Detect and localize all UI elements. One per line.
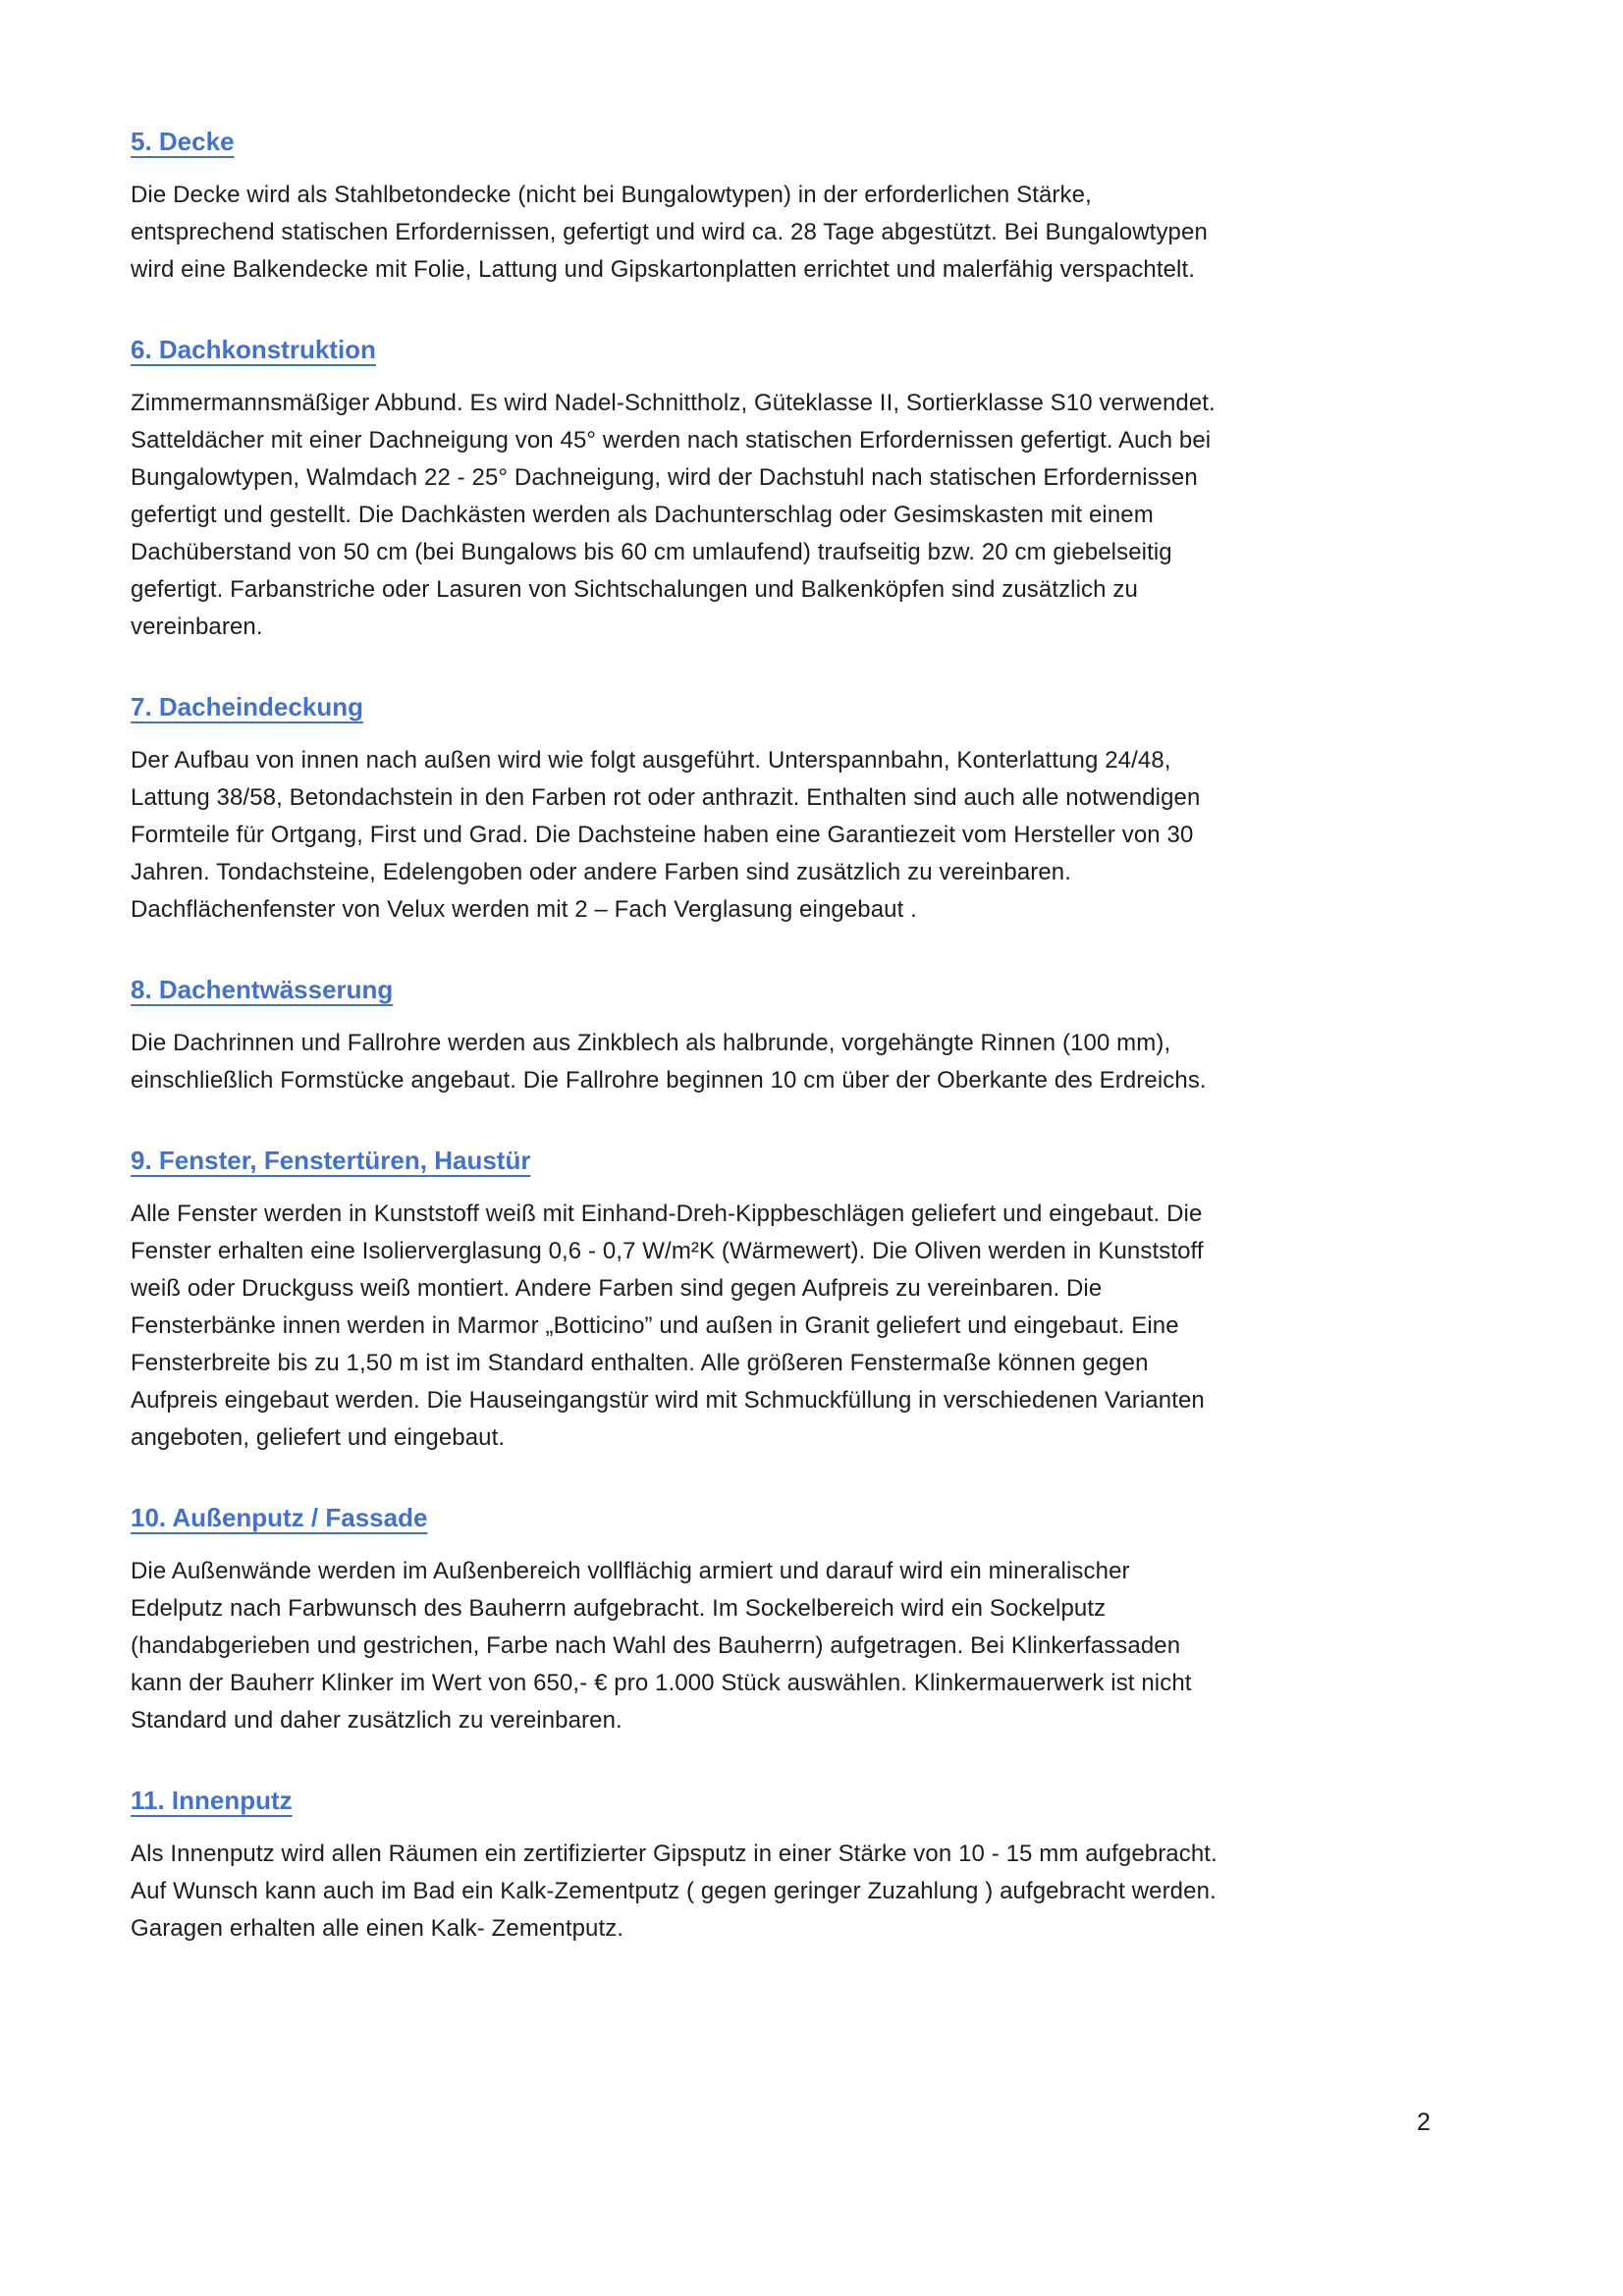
section-paragraph: Die Außenwände werden im Außenbereich vollflächig armiert und darauf wird ein mineralischer Edelputz nach Farbwunsch des Bauherrn aufgebracht. Im Sockelbereich wird ein Sockelputz (handabgerieben und gestrichen, Farbe nach Wahl des Bauherrn) aufgetragen. Bei Klinkerfassaden kann der Bauherr Klinker im Wert von 650,- € pro 1.000 Stück auswählen. Klinkermauerwerk ist nicht Standard und daher zusätzlich zu vereinbaren.	[131, 1558, 1192, 1734]
section-paragraph: Die Decke wird als Stahlbetondecke (nicht bei Bungalowtypen) in der erforderlichen Stärke, entsprechend statischen Erfordernissen, gefertigt und wird ca. 28 Tage abgestützt. Bei Bungalowtypen wird eine Balkendecke mit Folie, Lattung und Gipskartonplatten errichtet und malerfähig verspachtelt.	[131, 182, 1208, 283]
section-heading: 6. Dachkonstruktion	[131, 335, 376, 364]
section-paragraph: Als Innenputz wird allen Räumen ein zertifizierter Gipsputz in einer Stärke von 10 - 15 mm aufgebracht. Auf Wunsch kann auch im Bad ein Kalk-Zementputz ( gegen geringer Zuzahlung ) aufgebracht werden. Garagen erhalten alle einen Kalk- Zementputz.	[131, 1841, 1217, 1942]
document-content	[131, 126, 1222, 1948]
section-heading: 10. Außenputz / Fassade	[131, 1503, 428, 1532]
page-number: 2	[1417, 2109, 1431, 2136]
section-heading: 9. Fenster, Fenstertüren, Haustür	[131, 1146, 531, 1175]
section-paragraph: Alle Fenster werden in Kunststoff weiß mit Einhand-Dreh-Kippbeschlägen geliefert und eingebaut. Die Fenster erhalten eine Isolierverglasung 0,6 - 0,7 W/m²K (Wärmewert). Die Oliven werden in Kunststoff weiß oder Druckguss weiß montiert. Andere Farben sind gegen Aufpreis zu vereinbaren. Die Fensterbänke innen werden in Marmor „Botticino” und außen in Granit geliefert und eingebaut. Eine Fensterbreite bis zu 1,50 m ist im Standard enthalten. Alle größeren Fenstermaße können gegen Aufpreis eingebaut werden. Die Hauseingangstür wird mit Schmuckfüllung in verschiedenen Varianten angeboten, geliefert und eingebaut.	[131, 1201, 1205, 1451]
section-dachkonstruktion	[131, 334, 1222, 646]
section-heading: 8. Dachentwässerung	[131, 975, 394, 1004]
section-dacheindeckung	[131, 691, 1222, 929]
section-decke	[131, 126, 1222, 289]
section-fenster-haustuer	[131, 1145, 1222, 1457]
section-paragraph: Die Dachrinnen und Fallrohre werden aus Zinkblech als halbrunde, vorgehängte Rinnen (100 mm), einschließlich Formstücke angebaut. Die Fallrohre beginnen 10 cm über der Oberkante des Erdreichs.	[131, 1030, 1207, 1094]
section-heading: 7. Dacheindeckung	[131, 692, 363, 721]
section-paragraph: Der Aufbau von innen nach außen wird wie folgt ausgeführt. Unterspannbahn, Konterlattung 24/48, Lattung 38/58, Betondachstein in den Farben rot oder anthrazit. Enthalten sind auch alle notwendigen Formteile für Ortgang, First und Grad. Die Dachsteine haben eine Garantiezeit vom Hersteller von 30 Jahren. Tondachsteine, Edelengoben oder andere Farben sind zusätzlich zu vereinbaren. Dachflächenfenster von Velux werden mit 2 – Fach Verglasung eingebaut .	[131, 747, 1201, 923]
section-heading: 5. Decke	[131, 127, 235, 156]
section-dachentwaesserung	[131, 974, 1222, 1099]
section-paragraph: Zimmermannsmäßiger Abbund. Es wird Nadel-Schnittholz, Güteklasse II, Sortierklasse S10 verwendet. Satteldächer mit einer Dachneigung von 45° werden nach statischen Erfordernissen gefertigt. Auch bei Bungalowtypen, Walmdach 22 - 25° Dachneigung, wird der Dachstuhl nach statischen Erfordernissen gefertigt und gestellt. Die Dachkästen werden als Dachunterschlag oder Gesimskasten mit einem Dachüberstand von 50 cm (bei Bungalows bis 60 cm umlaufend) traufseitig bzw. 20 cm giebelseitig gefertigt. Farbanstriche oder Lasuren von Sichtschalungen und Balkenköpfen sind zusätzlich zu vereinbaren.	[131, 390, 1216, 640]
section-innenputz	[131, 1785, 1222, 1948]
section-aussenputz-fassade	[131, 1502, 1222, 1739]
section-heading: 11. Innenputz	[131, 1786, 293, 1815]
